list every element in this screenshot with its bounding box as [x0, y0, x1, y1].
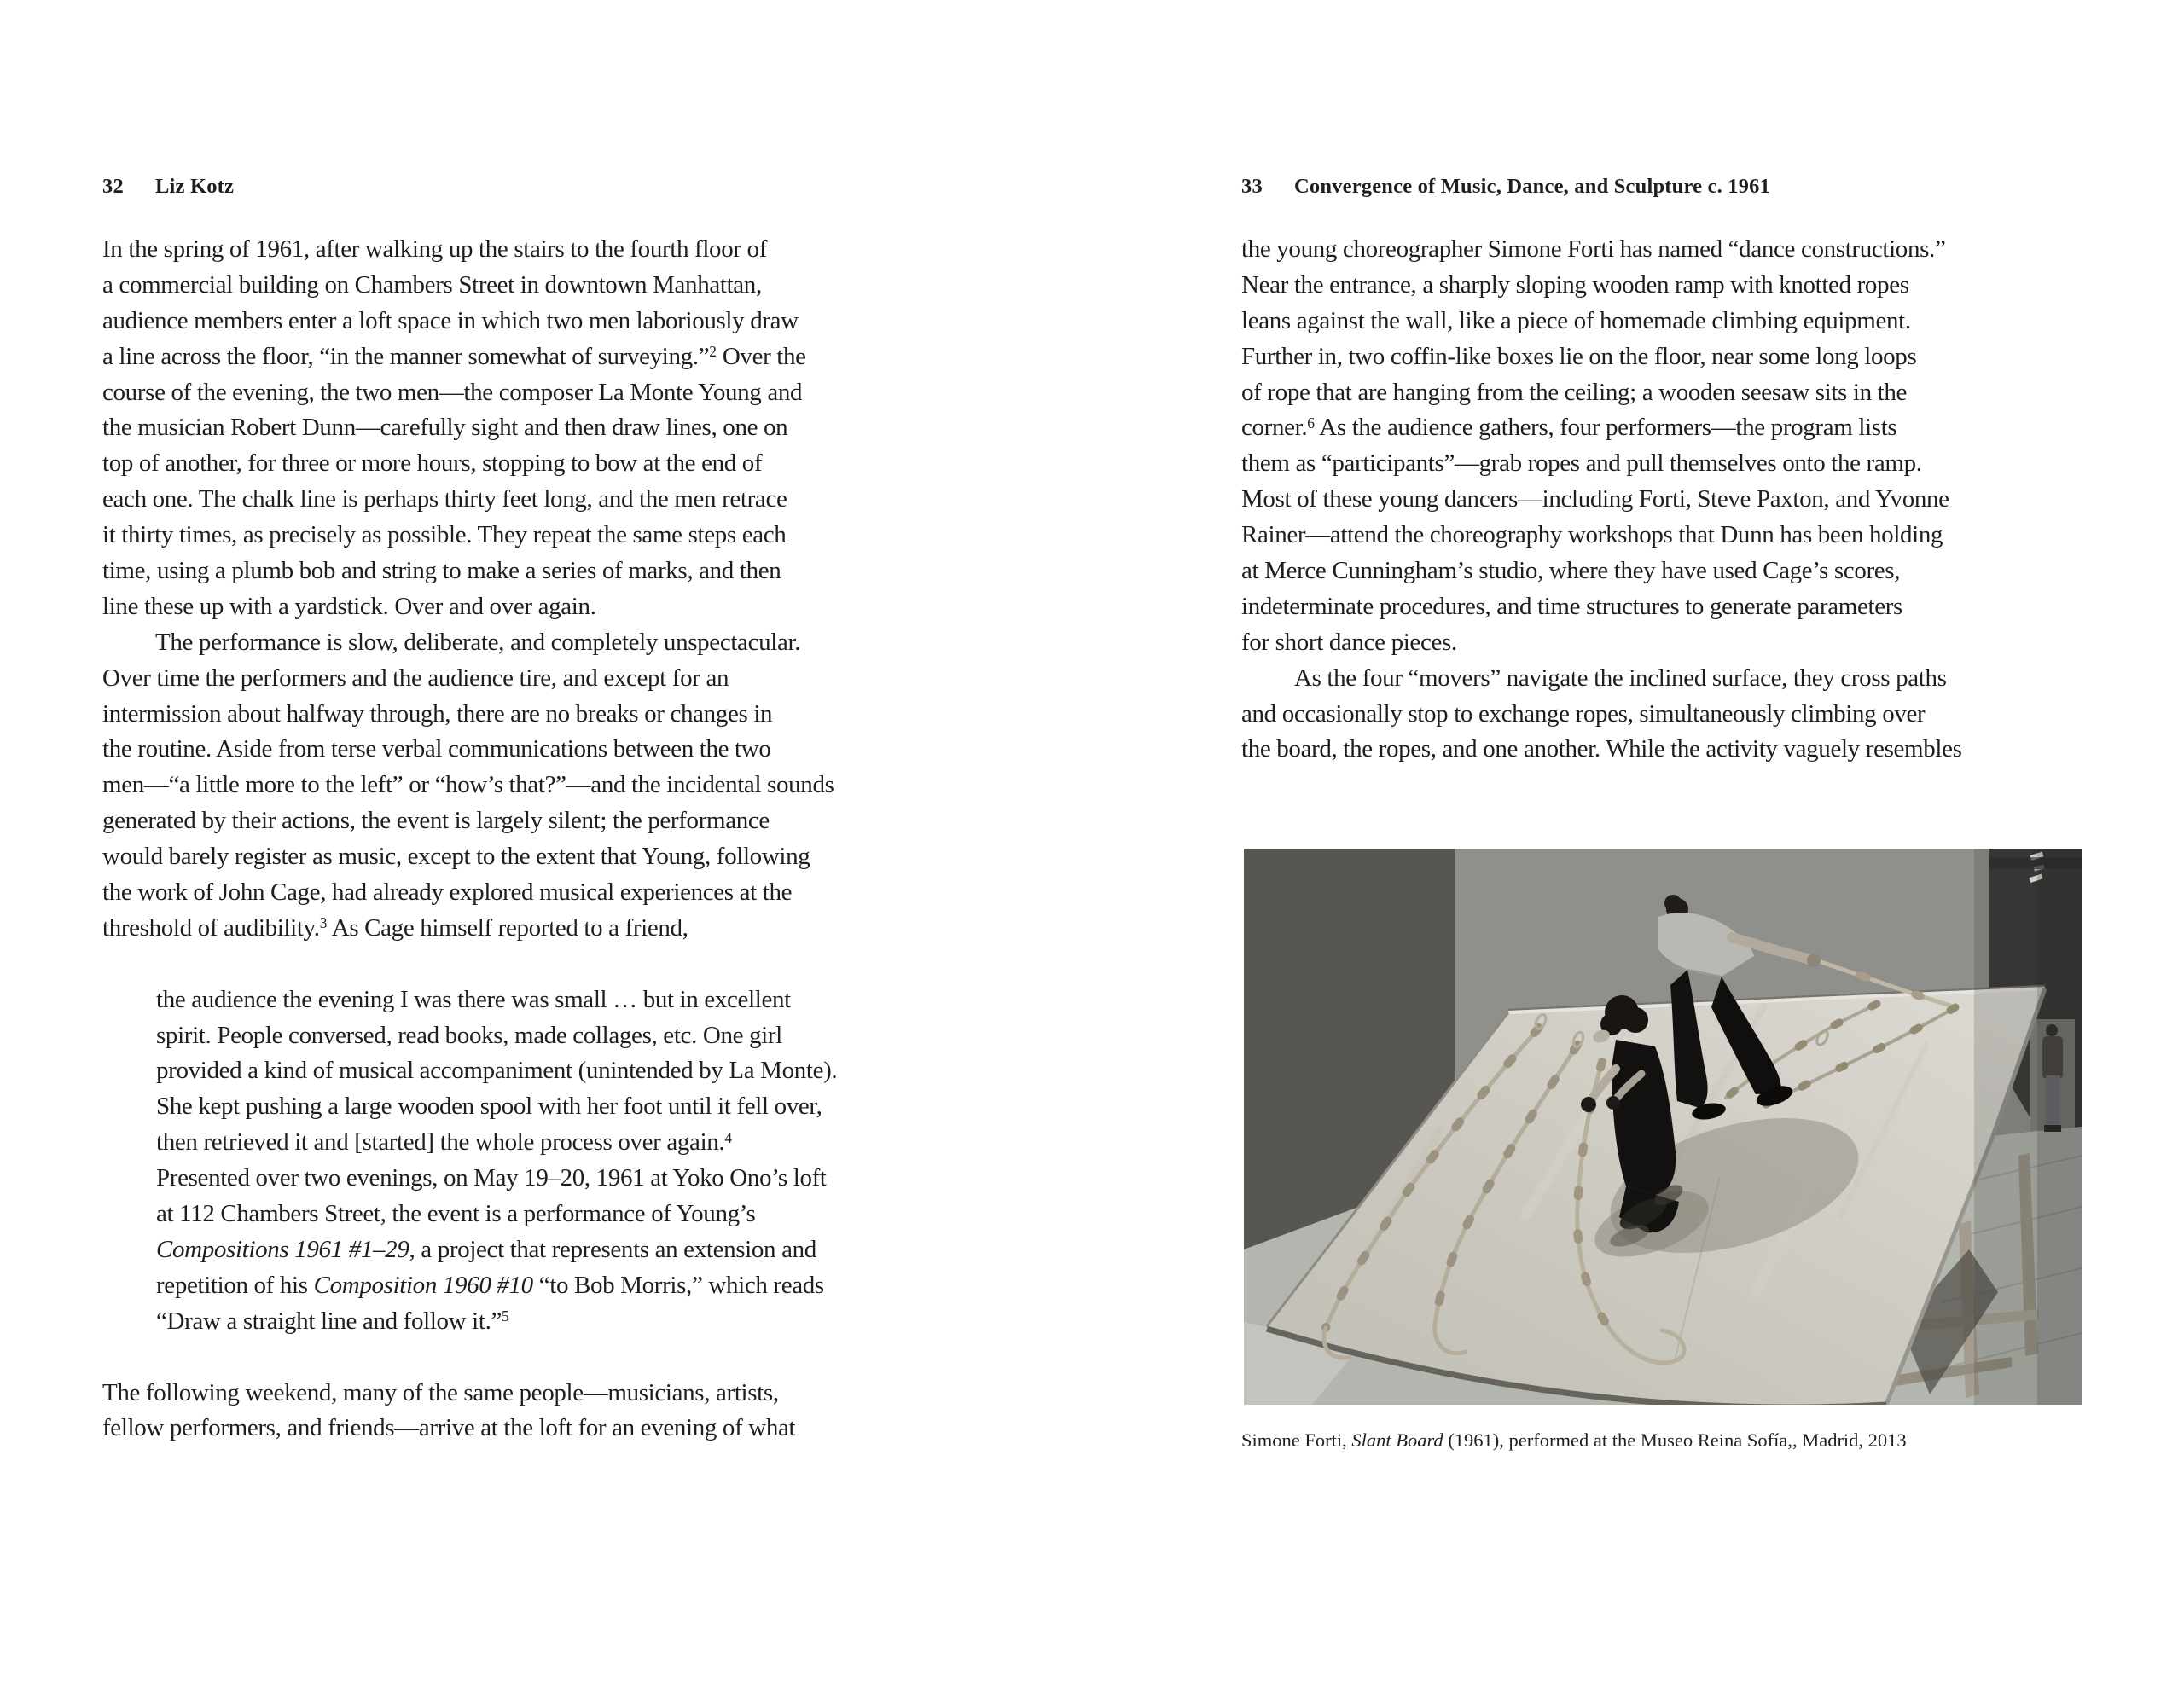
text-line: As the four “movers” navigate the inclined surface, they cross paths: [1294, 664, 1947, 692]
text-line: time, using a plumb bob and string to make a series of marks, and then: [102, 557, 781, 585]
text-line: for short dance pieces.: [1241, 628, 1457, 656]
right-page-number: 33: [1241, 175, 1263, 198]
text-line: the musician Robert Dunn—carefully sight and then draw lines, one on: [102, 414, 788, 442]
text-line: the routine. Aside from terse verbal communications between the two: [102, 735, 771, 763]
right-text-column: [1241, 232, 2086, 768]
text-line: She kept pushing a large wooden spool with her foot until it fell over,: [156, 1093, 822, 1121]
text-line: at 112 Chambers Street, the event is a performance of Young’s: [156, 1200, 756, 1228]
figure-caption: [1241, 1428, 2086, 1453]
text-line: Most of these young dancers—including Forti, Steve Paxton, and Yvonne: [1241, 485, 1949, 513]
text-line: the audience the evening I was there was small … but in excellent: [156, 985, 791, 1013]
text-line: would barely register as music, except to the extent that Young, following: [102, 843, 810, 871]
text-line: the board, the ropes, and one another. While the activity vaguely resembles: [1241, 735, 1962, 763]
text-line: provided a kind of musical accompaniment (unintended by La Monte).: [156, 1057, 838, 1085]
paragraph: [1241, 661, 2086, 768]
left-running-header: [102, 175, 234, 199]
text-line: “Draw a straight line and follow it.”$^5$: [156, 1307, 509, 1335]
text-line: course of the evening, the two men—the composer La Monte Young and: [102, 378, 803, 406]
text-line: Rainer—attend the choreography workshops that Dunn has been holding: [1241, 521, 1943, 549]
text-line: Further in, two coffin-like boxes lie on the floor, near some long loops: [1241, 342, 1917, 370]
text-line: the work of John Cage, had already explored musical experiences at the: [102, 878, 793, 907]
text-line: The performance is slow, deliberate, and completely unspectacular.: [155, 628, 801, 656]
text-line: line these up with a yardstick. Over and over again.: [102, 592, 596, 620]
paragraph-gap: [102, 947, 938, 983]
text-line: corner.$^6$ As the audience gathers, four performers—the program lists: [1241, 414, 1897, 442]
text-line: leans against the wall, like a piece of homemade climbing equipment.: [1241, 306, 1911, 334]
text-line: then retrieved it and [started] the whole process over again.$^4$: [156, 1128, 733, 1157]
text-line: repetition of his Composition 1960 #10 “to Bob Morris,” which reads: [156, 1271, 824, 1299]
right-header-title: Convergence of Music, Dance, and Sculpture c. 1961: [1294, 175, 1771, 198]
text-line: each one. The chalk line is perhaps thirty feet long, and the men retrace: [102, 485, 787, 513]
paragraph: [102, 232, 938, 625]
text-line: Simone Forti, Slant Board (1961), performed at the Museo Reina Sofía,, Madrid, 2013: [1241, 1429, 1907, 1451]
text-line: Presented over two evenings, on May 19–20, 1961 at Yoko Ono’s loft: [156, 1164, 827, 1192]
text-line: a commercial building on Chambers Street in downtown Manhattan,: [102, 270, 762, 299]
right-shade-edge: [2037, 849, 2082, 1405]
right-running-header: [1241, 175, 1770, 199]
slant-board-photo: [1244, 849, 2082, 1405]
text-line: at Merce Cunningham’s studio, where they have used Cage’s scores,: [1241, 557, 1901, 585]
text-line: Compositions 1961 #1–29, a project that represents an extension and: [156, 1235, 816, 1263]
text-line: generated by their actions, the event is largely silent; the performance: [102, 807, 770, 835]
text-line: a line across the floor, “in the manner somewhat of surveying.”$^2$ Over the: [102, 342, 806, 370]
left-page-number: 32: [102, 175, 124, 198]
paragraph: [1241, 232, 2086, 661]
block-quote: [156, 983, 938, 1340]
text-line: it thirty times, as precisely as possible. They repeat the same steps each: [102, 521, 787, 549]
paragraph-gap: [102, 1340, 938, 1376]
text-line: The following weekend, many of the same people—musicians, artists,: [102, 1378, 779, 1406]
text-line: Over time the performers and the audience tire, and except for an: [102, 664, 729, 692]
slant-board-photo-art: [1244, 849, 2082, 1405]
text-line: of rope that are hanging from the ceiling; a wooden seesaw sits in the: [1241, 378, 1908, 406]
text-line: and occasionally stop to exchange ropes, simultaneously climbing over: [1241, 699, 1926, 728]
text-line: In the spring of 1961, after walking up the stairs to the fourth floor of: [102, 235, 768, 263]
text-line: spirit. People conversed, read books, made collages, etc. One girl: [156, 1021, 782, 1049]
text-line: threshold of audibility.$^3$ As Cage himself reported to a friend,: [102, 913, 688, 942]
text-line: intermission about halfway through, there are no breaks or changes in: [102, 699, 773, 728]
paragraph: [102, 625, 938, 947]
paragraph: [102, 1376, 938, 1447]
text-line: indeterminate procedures, and time structures to generate parameters: [1241, 592, 1902, 620]
left-header-title: Liz Kotz: [155, 175, 235, 198]
text-line: Near the entrance, a sharply sloping wooden ramp with knotted ropes: [1241, 270, 1909, 299]
text-line: them as “participants”—grab ropes and pull themselves onto the ramp.: [1241, 449, 1922, 478]
text-line: audience members enter a loft space in which two men laboriously draw: [102, 306, 799, 334]
text-line: the young choreographer Simone Forti has named “dance constructions.”: [1241, 235, 1946, 263]
text-line: top of another, for three or more hours, stopping to bow at the end of: [102, 449, 763, 478]
text-line: fellow performers, and friends—arrive at the loft for an evening of what: [102, 1414, 796, 1442]
text-line: men—“a little more to the left” or “how’s that?”—and the incidental sounds: [102, 771, 834, 799]
left-text-column: [102, 232, 938, 1446]
